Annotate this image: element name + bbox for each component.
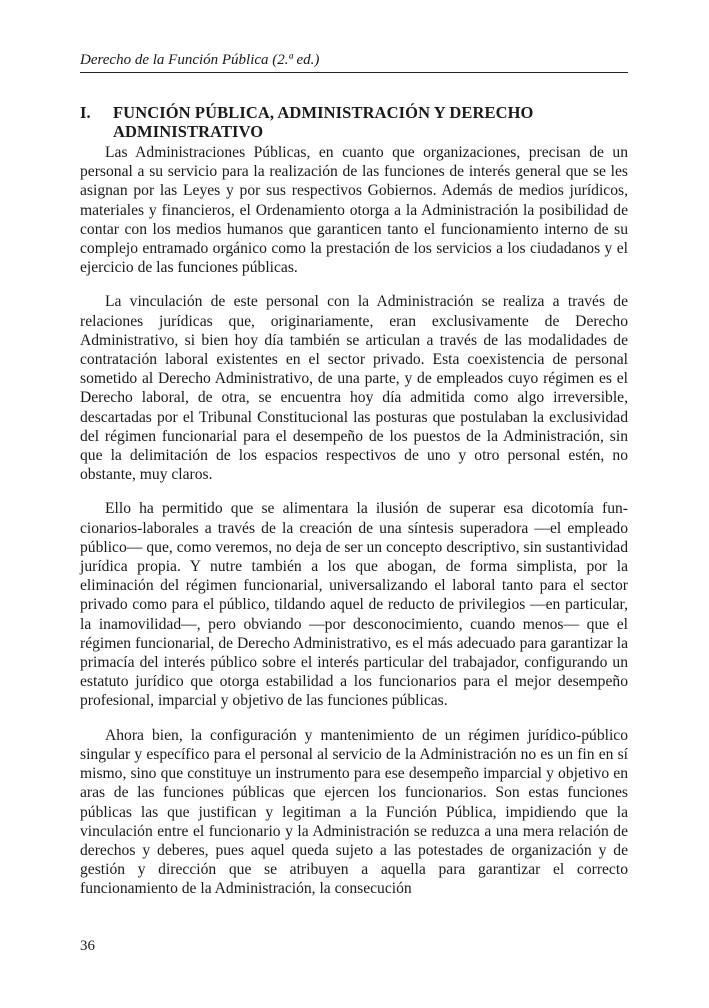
section-heading (80, 103, 628, 141)
body-paragraph: Ahora bien, la configuración y mantenimiento de un régimen jurídico-público singular y específico para el personal al servicio de la Administración no es un fin en sí mismo, sino que constituye un instrumento para ese desempeño imparcial y objetivo en aras de las funciones públicas que ejercen los funcionarios. Son estas funciones públicas las que justifican y legitiman a la Función Pública, impidiendo que la vinculación entre el funcionario y la Administración se reduzca a una mera relación de derechos y deberes, pues aquel queda sujeto a las potestades de organización y de gestión y dirección que se atribuyen a aquella para garantizar el correcto funcionamiento de la Administración, la consecución (80, 726, 628, 898)
section-title: FUNCIÓN PÚBLICA, ADMINISTRACIÓN Y DERECHO ADMINISTRATIVO (113, 103, 534, 141)
section-number: I. (80, 103, 91, 122)
section (80, 103, 628, 914)
body-paragraph: Las Administraciones Públicas, en cuanto que organizaciones, precisan de un personal a su servicio para la realización de las funciones de interés general que se les asignan por las Leyes y por sus respectivos Gobiernos. Además de medios jurídicos, materiales y financieros, el Ordenamiento otorga a la Administración la posibilidad de contar con los medios humanos que garanticen tanto el funcionamiento interno de su complejo entramado orgánico como la prestación de los servicios a los ciudadanos y el ejercicio de las funciones públicas. (80, 144, 628, 277)
body-paragraph: Ello ha permitido que se alimentara la ilusión de superar esa dicotomía funcionarios-laborales a través de la creación de una síntesis superadora —el empleado público— que, como veremos, no deja de ser un concepto descriptivo, sin sustantividad jurídica propia. Y nutre también a los que abogan, de forma simplista, por la eliminación del régimen funcionarial, universalizando el laboral tanto para el sector privado como para el público, tildando aquel de reducto de privilegios —en particular, la inamovilidad—, pero obviando —por desconocimiento, cuando menos— que el régimen funcionarial, de Derecho Administrativo, es el más adecuado para garantizar la primacía del interés público sobre el interés particular del trabajador, configurando un estatuto jurídico que otorga estabilidad a los funcionarios para el mejor desempeño profesional, imparcial y objetivo de las funciones públicas. (80, 500, 628, 710)
page-number: 36 (80, 938, 95, 954)
running-header: Derecho de la Función Pública (2.ª ed.) (80, 50, 628, 73)
body-paragraph: La vinculación de este personal con la Administración se realiza a través de relaciones jurídicas que, originariamente, eran exclusivamente de Derecho Administrativo, si bien hoy día también se articulan a través de las modalidades de contratación laboral existentes en el sector privado. Esta coexistencia de personal sometido al Derecho Administrativo, de una parte, y de empleados cuyo régimen es el Derecho laboral, de otra, se encuentra hoy día admitida como algo irreversible, descartadas por el Tribunal Constitucional las posturas que postulaban la exclusividad del régimen funcionarial para el desempeño de los puestos de la Administración, sin que la delimitación de los espacios respectivos de uno y otro personal estén, no obstante, muy claros. (80, 293, 628, 484)
